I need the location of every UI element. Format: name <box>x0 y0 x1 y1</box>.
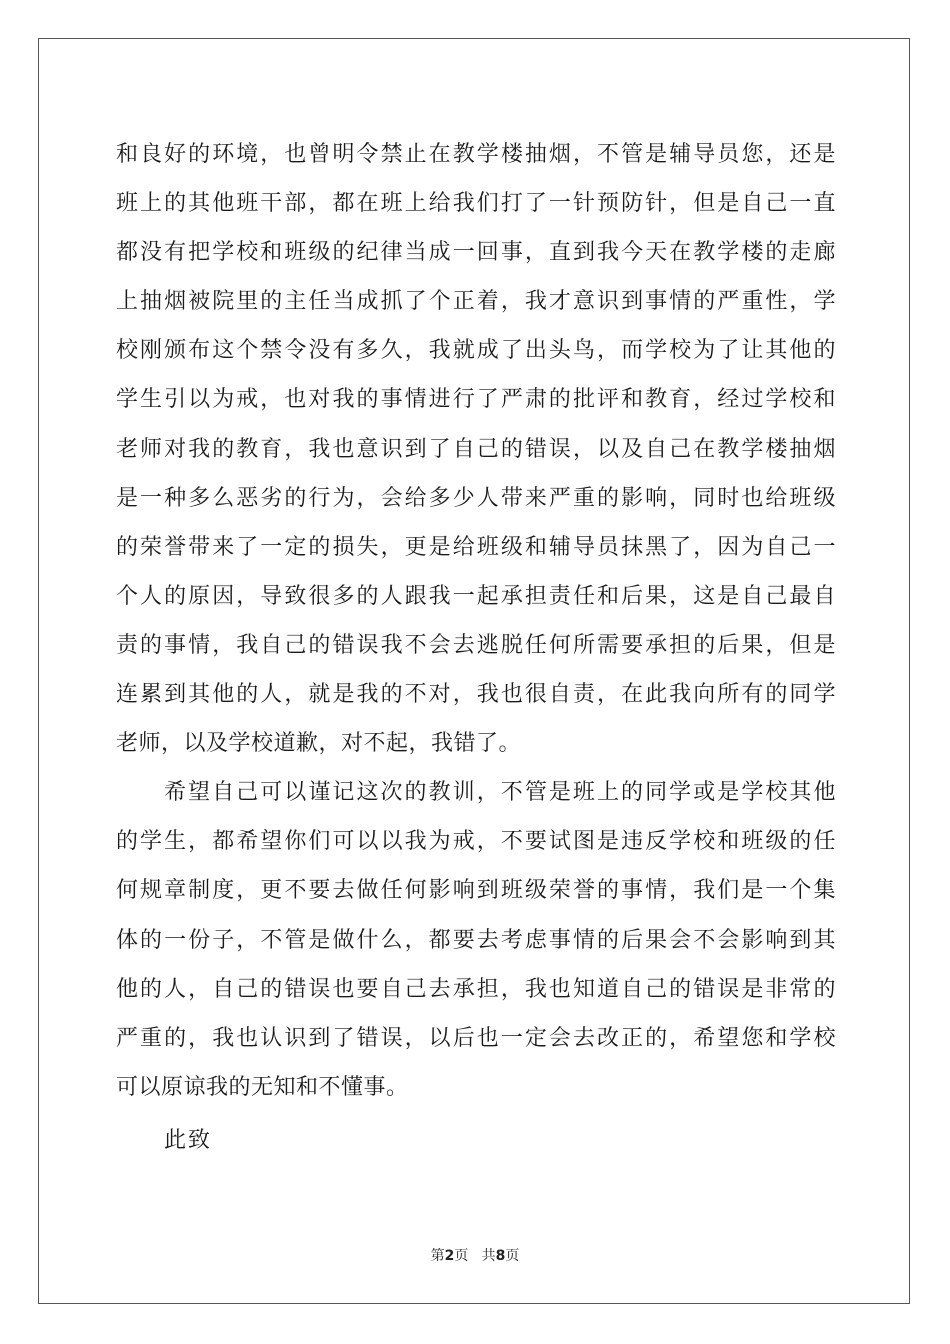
paragraph-1-line: 老师，以及学校道歉，对不起，我错了。 <box>116 731 522 757</box>
paragraph-1-line: 都没有把学校和班级的纪律当成一回事，直到我今天在教学楼的走廊 <box>116 240 836 266</box>
paragraph-1-line: 责的事情，我自己的错误我不会去逃脱任何所需要承担的后果，但是 <box>116 632 836 658</box>
paragraph-1-line: 个人的原因，导致很多的人跟我一起承担责任和后果，这是自己最自 <box>116 583 836 609</box>
paragraph-1-line: 老师对我的教育，我也意识到了自己的错误，以及自己在教学楼抽烟 <box>116 436 836 462</box>
paragraph-2-line: 希望自己可以谨记这次的教训，不管是班上的同学或是学校其他 <box>164 780 836 806</box>
footer-current-page: 2 <box>444 1248 455 1264</box>
paragraph-2-line: 体的一份子，不管是做什么，都要去考虑事情的后果会不会影响到其 <box>116 927 836 953</box>
document-body <box>116 130 836 1112</box>
paragraph-1-line: 学生引以为戒，也对我的事情进行了严肃的批评和教育，经过学校和 <box>116 387 836 413</box>
paragraph-1-line: 上抽烟被院里的主任当成抓了个正着，我才意识到事情的严重性，学 <box>116 289 836 315</box>
page-footer <box>0 1246 950 1266</box>
footer-total-suffix: 页 <box>505 1248 520 1264</box>
footer-total-pages: 8 <box>495 1248 506 1264</box>
footer-page-prefix: 第 <box>430 1248 445 1264</box>
paragraph-1-line: 校刚颁布这个禁令没有多久，我就成了出头鸟，而学校为了让其他的 <box>116 338 836 364</box>
paragraph-2-line: 何规章制度，更不要去做任何影响到班级荣誉的事情，我们是一个集 <box>116 878 836 904</box>
paragraph-2-line: 可以原谅我的无知和不懂事。 <box>116 1074 409 1100</box>
paragraph-2-line: 严重的，我也认识到了错误，以后也一定会去改正的，希望您和学校 <box>116 1025 836 1051</box>
paragraph-1-line: 和良好的环境，也曾明令禁止在教学楼抽烟，不管是辅导员您，还是 <box>116 142 836 167</box>
paragraph-2-line: 他的人，自己的错误也要自己去承担，我也知道自己的错误是非常的 <box>116 976 836 1002</box>
paragraph-2-line: 的学生，都希望你们可以以我为戒，不要试图是违反学校和班级的任 <box>116 829 836 855</box>
closing-salutation: 此致 <box>164 1128 213 1153</box>
paragraph-1-line: 连累到其他的人，就是我的不对，我也很自责，在此我向所有的同学 <box>116 682 836 708</box>
paragraph-1-line: 是一种多么恶劣的行为，会给多少人带来严重的影响，同时也给班级 <box>116 485 836 511</box>
paragraph-1-line: 的荣誉带来了一定的损失，更是给班级和辅导员抹黑了，因为自己一 <box>116 534 836 560</box>
footer-total-prefix: 共 <box>481 1248 496 1264</box>
paragraph-1-line: 班上的其他班干部，都在班上给我们打了一针预防针，但是自己一直 <box>116 191 836 217</box>
footer-page-word: 页 <box>454 1248 469 1264</box>
